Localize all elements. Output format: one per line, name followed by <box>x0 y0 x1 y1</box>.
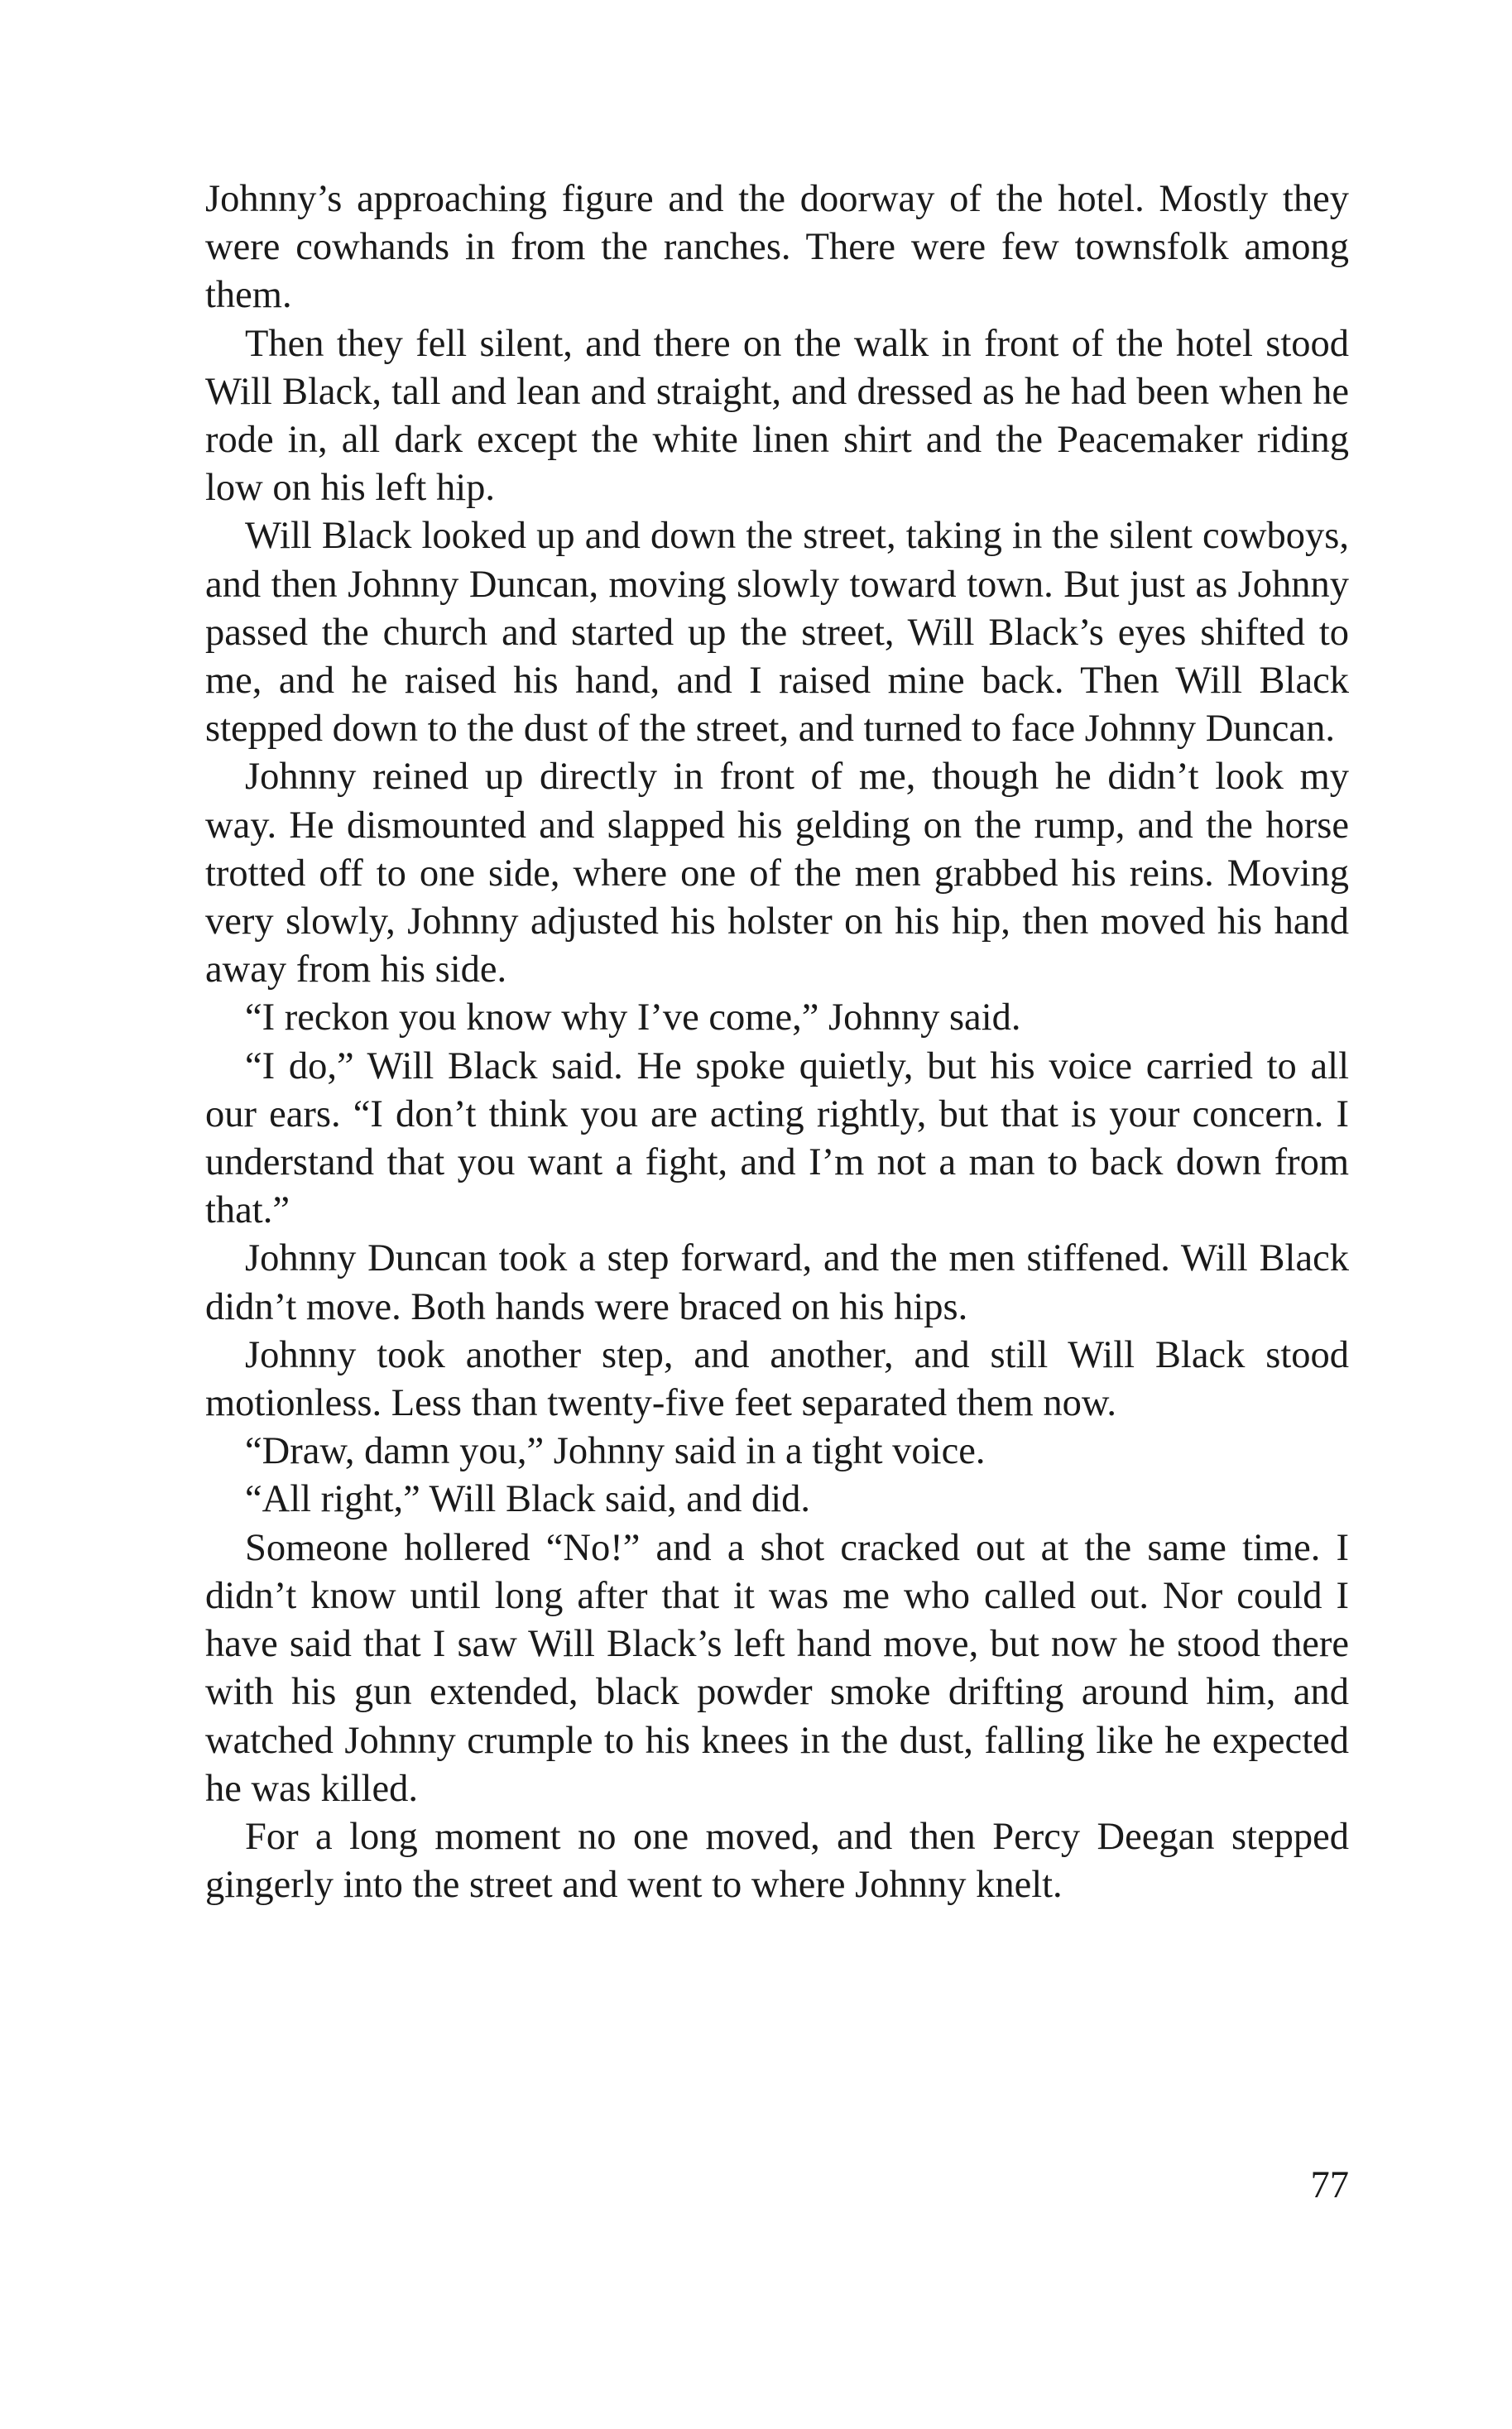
paragraph: Johnny reined up directly in front of me, though he didn’t look my way. He dismounted and slapped his gelding on the rump, and the horse trotted off to one side, where one of the men grabbed his reins. Moving very slowly, Johnny adjusted his holster on his hip, then moved his hand away from his side. <box>205 756 1349 991</box>
paragraph: Then they fell silent, and there on the walk in front of the hotel stood Will Black, tall and lean and straight, and dressed as he had been when he rode in, all dark except the white linen shirt and the Peacemaker riding low on his left hip. <box>205 322 1349 510</box>
page-number: 77 <box>1310 2164 1349 2206</box>
body-text <box>205 175 1349 1909</box>
paragraph: Will Black looked up and down the street, taking in the silent cowboys, and then Johnny Duncan, moving slowly toward town. But just as Johnny passed the church and started up the street, Will Black’s eyes shifted to me, and he raised his hand, and I raised mine back. Then Will Black stepped down to the dust of the street, and turned to face Johnny Duncan. <box>205 515 1349 751</box>
paragraph: Someone hollered “No!” and a shot cracked out at the same time. I didn’t know until long after that it was me who called out. Nor could I have said that I saw Will Black’s left hand move, but now he stood there with his gun extended, black powder smoke drifting around him, and watched Johnny crumple to his knees in the dust, falling like he expected he was killed. <box>205 1526 1349 1810</box>
paragraph-dialogue: “All right,” Will Black said, and did. <box>245 1478 811 1521</box>
paragraph-dialogue: “Draw, damn you,” Johnny said in a tight voice. <box>245 1430 986 1473</box>
paragraph-continued: Johnny’s approaching figure and the doorway of the hotel. Mostly they were cowhands in from the ranches. There were few townsfolk among them. <box>205 178 1349 317</box>
paragraph: For a long moment no one moved, and then Percy Deegan stepped gingerly into the street and went to where Johnny knelt. <box>205 1815 1349 1907</box>
paragraph: Johnny Duncan took a step forward, and the men stiffened. Will Black didn’t move. Both hands were braced on his hips. <box>205 1237 1349 1328</box>
paragraph-dialogue: “I do,” Will Black said. He spoke quietly, but his voice carried to all our ears. “I don’t think you are acting rightly, but that is your concern. I understand that you want a fight, and I’m not a man to back down from that.” <box>205 1044 1349 1232</box>
paragraph: Johnny took another step, and another, and still Will Black stood motionless. Less than twenty-five feet separated them now. <box>205 1333 1349 1425</box>
paragraph-dialogue: “I reckon you know why I’ve come,” Johnny said. <box>245 996 1021 1039</box>
